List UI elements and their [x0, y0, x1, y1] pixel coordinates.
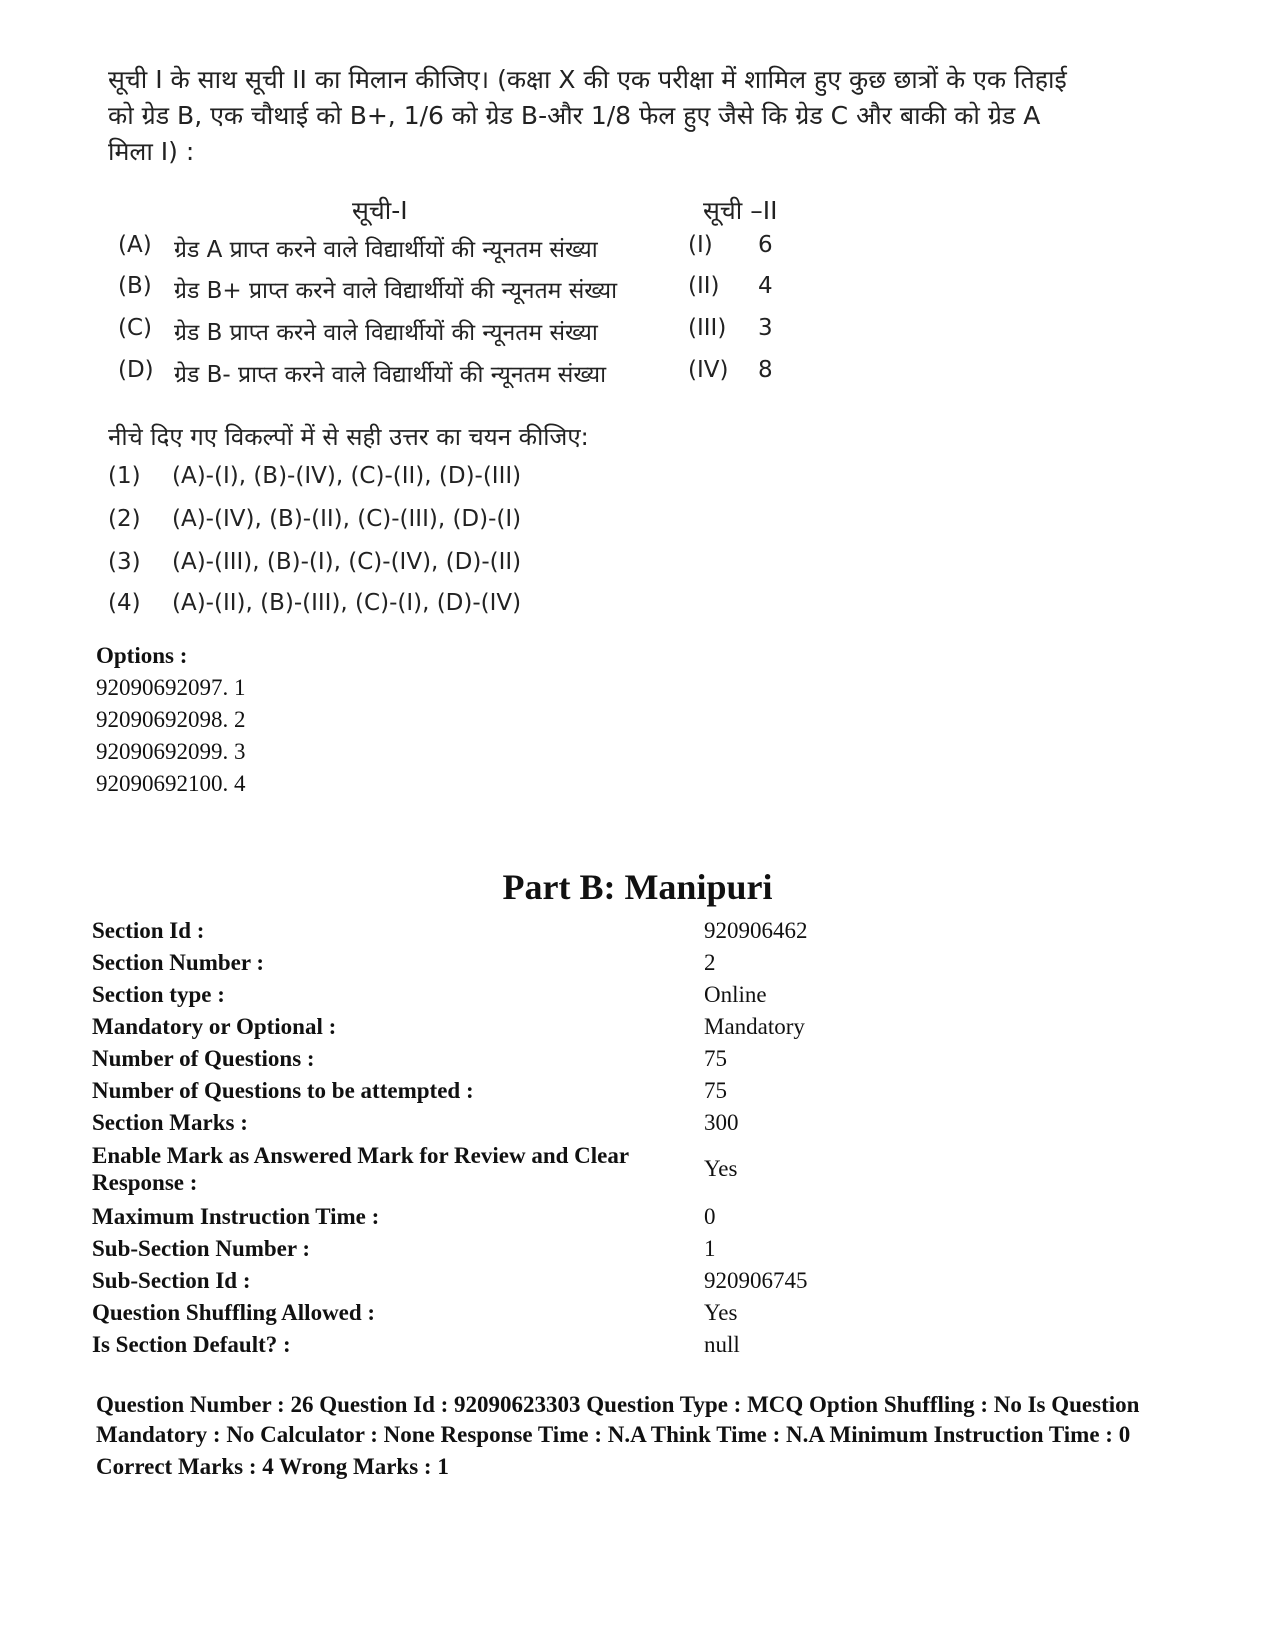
- marks-line: Correct Marks : 4 Wrong Marks : 1: [96, 1454, 449, 1479]
- choice-number: (4): [108, 590, 141, 616]
- section-value: 300: [704, 1110, 739, 1135]
- choice-text: (A)-(II), (B)-(III), (C)-(I), (D)-(IV): [172, 590, 522, 616]
- option-line: 92090692100. 4: [96, 771, 246, 796]
- section-key: Sub-Section Number :: [92, 1236, 311, 1261]
- section-key: Sub-Section Id :: [92, 1268, 251, 1293]
- row-roman: (II): [688, 273, 720, 299]
- section-key: Question Shuffling Allowed :: [92, 1300, 376, 1325]
- question-metadata: [96, 1390, 1196, 1482]
- row-text: ग्रेड B+ प्राप्त करने वाले विद्यार्थीयों की न्यूनतम संख्या: [174, 278, 618, 304]
- section-row: [92, 1142, 1192, 1198]
- row-number: 3: [758, 315, 773, 341]
- row-text: ग्रेड B- प्राप्त करने वाले विद्यार्थीयों की न्यूनतम संख्या: [174, 362, 607, 388]
- option-line: 92090692097. 1: [96, 675, 246, 700]
- list-2-heading: सूची –II: [703, 196, 778, 225]
- section-value: Yes: [704, 1156, 738, 1181]
- row-label: (B): [118, 273, 152, 299]
- section-value: Yes: [704, 1300, 738, 1325]
- question-image: [0, 0, 1275, 630]
- section-value: Mandatory: [704, 1014, 805, 1039]
- section-key: Mandatory or Optional :: [92, 1014, 337, 1039]
- section-value: 2: [704, 950, 716, 975]
- row-label: (C): [118, 315, 153, 341]
- choice-text: (A)-(IV), (B)-(II), (C)-(III), (D)-(I): [172, 506, 522, 532]
- section-key: Is Section Default? :: [92, 1332, 291, 1357]
- section-value: 75: [704, 1046, 727, 1071]
- section-value: 920906745: [704, 1268, 808, 1293]
- row-label: (D): [118, 357, 154, 383]
- choice-text: (A)-(I), (B)-(IV), (C)-(II), (D)-(III): [172, 463, 522, 489]
- section-value: 0: [704, 1204, 716, 1229]
- section-value: Online: [704, 982, 767, 1007]
- list-1-heading: सूची-I: [352, 196, 408, 225]
- row-roman: (I): [688, 232, 713, 258]
- choice-number: (2): [108, 506, 141, 532]
- row-roman: (III): [688, 315, 727, 341]
- option-line: 92090692099. 3: [96, 739, 246, 764]
- choice-text: (A)-(III), (B)-(I), (C)-(IV), (D)-(II): [172, 549, 522, 575]
- row-text: ग्रेड B प्राप्त करने वाले विद्यार्थीयों की न्यूनतम संख्या: [174, 320, 598, 346]
- row-number: 6: [758, 232, 773, 258]
- row-label: (A): [118, 232, 152, 258]
- choice-number: (3): [108, 549, 141, 575]
- question-meta-line: Question Number : 26 Question Id : 92090623303 Question Type : MCQ Option Shuffling : No Is Question Mandatory : No Calculator : None Response Time : N.A Think Time : N.A Minimum Instruction Time : 0: [96, 1392, 1140, 1447]
- section-value: 75: [704, 1078, 727, 1103]
- section-value: 1: [704, 1236, 716, 1261]
- option-line: 92090692098. 2: [96, 707, 246, 732]
- section-key: Number of Questions :: [92, 1046, 315, 1071]
- row-text: ग्रेड A प्राप्त करने वाले विद्यार्थीयों की न्यूनतम संख्या: [174, 237, 598, 263]
- part-title: Part B: Manipuri: [502, 867, 773, 907]
- section-key: Section Number :: [92, 950, 265, 975]
- section-key: Section Marks :: [92, 1110, 248, 1135]
- instruction-text: नीचे दिए गए विकल्पों में से सही उत्तर का चयन कीजिए:: [108, 423, 589, 451]
- section-key: Number of Questions to be attempted :: [92, 1078, 474, 1103]
- choice-number: (1): [108, 463, 141, 489]
- section-key: Enable Mark as Answered Mark for Review and Clear Response :: [92, 1143, 629, 1195]
- question-text: सूची I के साथ सूची II का मिलान कीजिए। (कक्षा X की एक परीक्षा में शामिल हुए कुछ छात्रों के एक तिहाई को ग्रेड B, एक चौथाई को B+, 1/6 को ग्रेड B-और 1/8 फेल हुए जैसे कि ग्रेड C और बाकी को ग्रेड A मिला I) :: [108, 65, 1067, 166]
- section-key: Section Id :: [92, 918, 205, 943]
- section-value: 920906462: [704, 918, 808, 943]
- row-number: 8: [758, 357, 773, 383]
- section-value: null: [704, 1332, 740, 1357]
- row-roman: (IV): [688, 357, 729, 383]
- options-heading: Options :: [96, 643, 188, 668]
- section-key: Maximum Instruction Time :: [92, 1204, 380, 1229]
- section-key: Section type :: [92, 982, 225, 1007]
- row-number: 4: [758, 273, 773, 299]
